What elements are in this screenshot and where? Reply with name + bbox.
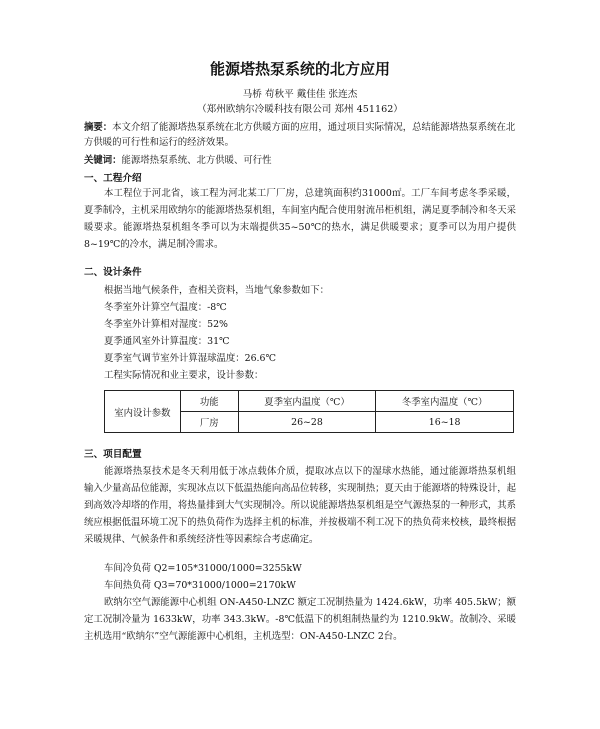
param-summer-wetbulb: 夏季室气调节室外计算湿球温度：26.6℃: [104, 353, 276, 364]
param-winter-temp: 冬季室外计算空气温度：-8℃: [104, 302, 227, 313]
paper-authors: 马桥 苟秋平 戴佳佳 张连杰: [242, 89, 358, 100]
keywords-text: 能源塔热泵系统、北方供暖、可行性: [121, 155, 272, 166]
table-row: [105, 391, 514, 412]
table-header-function: 功能: [180, 391, 238, 412]
paper-title: 能源塔热泵系统的北方应用: [209, 60, 390, 78]
section3-paragraph: 能源塔热泵技术是冬天利用低于冰点载体介质，提取冰点以下的湿球水热能，通过能源塔热泵机组输入少量高品位能源，实现冰点以下低温热能向高品位转移，实现制热；夏天由于能源塔的特殊设计，起到高效冷却塔的作用，将热量排到大气实现制冷。所以说能源塔热泵机组是空气源热泵的一种形式，其系统应根据低温环境工况下的热负荷作为选择主机的标准，并按极端不利工况下的热负荷来校核，最终根据采暖规律、气候条件和系统经济性等因素综合考虑确定。: [84, 466, 516, 545]
table-cell-function: 厂房: [180, 412, 238, 433]
table-intro: 工程实际情况和业主要求，设计参数：: [104, 370, 264, 381]
design-parameter-table: [104, 390, 514, 433]
table-header-winter: 冬季室内温度（℃）: [376, 391, 514, 412]
section1-paragraph: 本工程位于河北省，该工程为河北某工厂厂房，总建筑面积约31000㎡。工厂车间考虑冬季采暖，夏季制冷，主机采用欧纳尔的能源塔热泵机组，车间室内配合使用射流吊柜机组，满足夏季制冷和冬天采暖要求。能源塔热泵机组冬季可以为末端提供35~50℃的热水，满足供暖要求；夏季可以为用户提供8~19℃的冷水，满足制冷需求。: [84, 188, 516, 250]
param-winter-humidity: 冬季室外计算相对湿度：52%: [104, 319, 228, 330]
table-cell-winter: 16~18: [376, 412, 514, 433]
paper-affiliation: （郑州欧纳尔冷暖科技有限公司 郑州 451162）: [197, 104, 403, 115]
table-header-summer: 夏季室内温度（℃）: [238, 391, 376, 412]
section2-intro: 根据当地气候条件，查相关资料，当地气象参数如下：: [104, 285, 330, 296]
param-summer-temp: 夏季通风室外计算温度：31℃: [104, 336, 230, 347]
keywords: [84, 152, 516, 166]
abstract: [84, 120, 516, 150]
section1-heading: 一、工程介绍: [84, 173, 142, 184]
keywords-label: 关键词：: [84, 155, 122, 166]
abstract-label: 摘要：: [84, 122, 113, 133]
heating-load: 车间热负荷 Q3=70*31000/1000=2170kW: [104, 580, 296, 591]
section2-heading: 二、设计条件: [84, 267, 142, 278]
abstract-text: 本文介绍了能源塔热泵系统在北方供暖方面的应用，通过项目实际情况，总结能源塔热泵系统在北方供暖的可行性和运行的经济效果。: [84, 122, 516, 148]
table-row-header: 室内设计参数: [105, 391, 181, 433]
section3-heading: 三、项目配置: [84, 449, 142, 460]
section3-paragraph2: 欧纳尔空气源能源中心机组 ON-A450-LNZC 额定工况制热量为 1424.6kW，功率 405.5kW；额定工况制冷量为 1633kW，功率 343.3kW。-8℃低温下的机组制热量约为 1210.9kW。故制冷、采暖主机选用“欧纳尔”空气源能源中心机组，主机选型：ON-A450-LNZC 2台。: [84, 597, 516, 642]
table-cell-summer: 26~28: [238, 412, 376, 433]
cooling-load: 车间冷负荷 Q2=105*31000/1000=3255kW: [104, 563, 302, 574]
